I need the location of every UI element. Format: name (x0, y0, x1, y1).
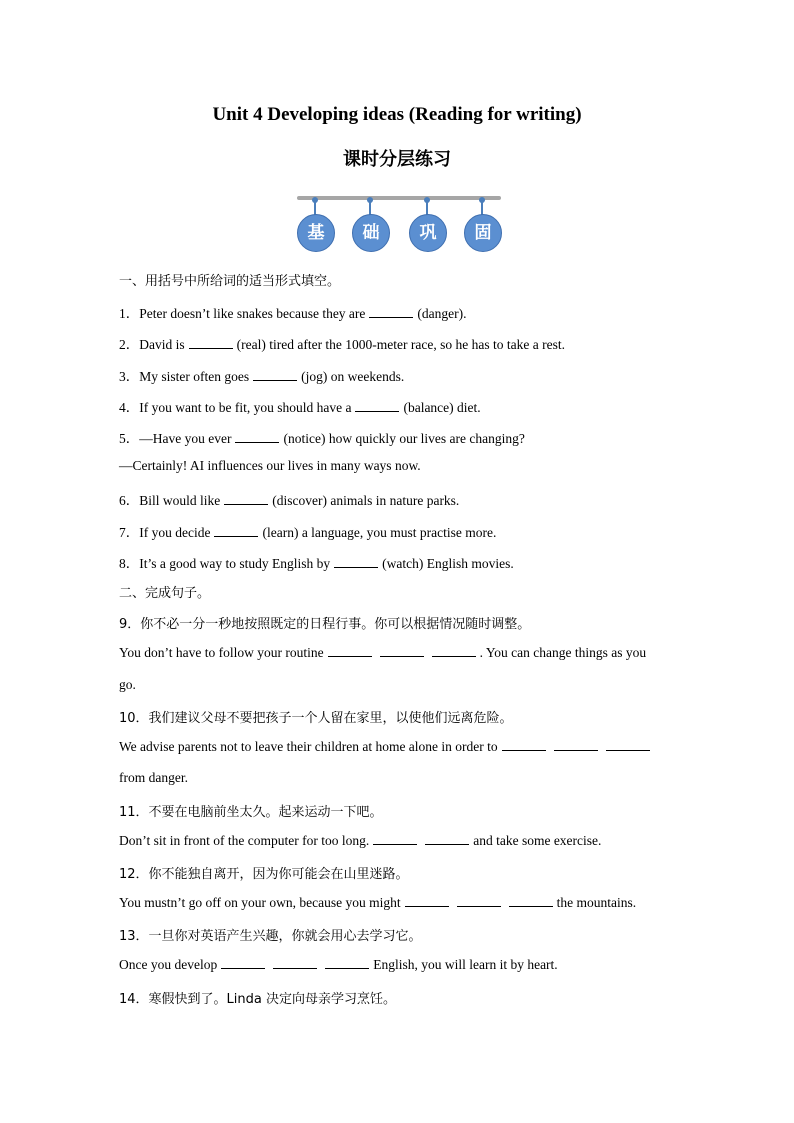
question-item: 8．It’s a good way to study English by (watch) English movies. (119, 556, 514, 571)
answer-blank[interactable] (235, 432, 279, 443)
answer-blank[interactable] (373, 834, 417, 845)
answer-blank[interactable] (355, 401, 399, 412)
section1-heading: 一、用括号中所给词的适当形式填空。 (119, 274, 341, 289)
answer-blank[interactable] (606, 740, 650, 751)
question-item: 1．Peter doesn’t like snakes because they are (danger). (119, 306, 467, 321)
answer-blank[interactable] (325, 958, 369, 969)
answer-blank[interactable] (224, 494, 268, 505)
answer-blank[interactable] (214, 526, 258, 537)
answer-blank[interactable] (221, 958, 265, 969)
banner-badge (352, 197, 390, 249)
chinese-prompt: 9．你不必一分一秒地按照既定的日程行事。你可以根据情况随时调整。 (119, 617, 531, 632)
answer-blank[interactable] (457, 896, 501, 907)
banner-label: 基 (297, 214, 335, 252)
answer-blank[interactable] (554, 740, 598, 751)
translation-line: You don’t have to follow your routine . You can change things as you (119, 645, 647, 660)
translation-line: We advise parents not to leave their children at home alone in order to (119, 739, 689, 755)
chinese-prompt: 12．你不能独自离开，因为你可能会在山里迷路。 (119, 867, 409, 882)
banner-badge (297, 197, 335, 249)
question-item: 7．If you decide (learn) a language, you must practise more. (119, 525, 497, 540)
answer-blank[interactable] (425, 834, 469, 845)
translation-line: Once you develop English, you will learn it by heart. (119, 957, 558, 972)
answer-blank[interactable] (405, 896, 449, 907)
chinese-prompt: 13．一旦你对英语产生兴趣，你就会用心去学习它。 (119, 929, 422, 944)
answer-blank[interactable] (502, 740, 546, 751)
banner-label: 巩 (409, 214, 447, 252)
question-item: 4．If you want to be fit, you should have a (balance) diet. (119, 400, 481, 415)
chinese-prompt: 11．不要在电脑前坐太久。起来运动一下吧。 (119, 805, 383, 820)
translation-continuation: from danger. (119, 770, 188, 785)
answer-blank[interactable] (369, 307, 413, 318)
answer-blank[interactable] (328, 646, 372, 657)
section-banner (297, 194, 501, 254)
chinese-prompt: 14．寒假快到了。Linda 决定向母亲学习烹饪。 (119, 992, 396, 1007)
page-title: Unit 4 Developing ideas (Reading for writing) (212, 104, 582, 125)
answer-blank[interactable] (189, 338, 233, 349)
question-reply: —Certainly! AI influences our lives in many ways now. (119, 458, 421, 473)
question-item: 3．My sister often goes (jog) on weekends. (119, 369, 405, 384)
answer-blank[interactable] (432, 646, 476, 657)
question-item: 6．Bill would like (discover) animals in nature parks. (119, 493, 460, 508)
answer-blank[interactable] (509, 896, 553, 907)
banner-badge (409, 197, 447, 249)
translation-line: Don’t sit in front of the computer for too long. and take some exercise. (119, 833, 602, 848)
answer-blank[interactable] (273, 958, 317, 969)
translation-continuation: go. (119, 677, 136, 692)
answer-blank[interactable] (253, 370, 297, 381)
page-subtitle: 课时分层练习 (343, 149, 451, 170)
answer-blank[interactable] (334, 557, 378, 568)
question-item: 5．—Have you ever (notice) how quickly our lives are changing? (119, 431, 525, 446)
question-item: 2．David is (real) tired after the 1000-meter race, so he has to take a rest. (119, 337, 565, 352)
section2-heading: 二、完成句子。 (119, 586, 211, 601)
answer-blank[interactable] (380, 646, 424, 657)
banner-label: 础 (352, 214, 390, 252)
translation-line: You mustn’t go off on your own, because you might the mountains. (119, 895, 637, 910)
banner-badge (464, 197, 502, 249)
banner-label: 固 (464, 214, 502, 252)
chinese-prompt: 10．我们建议父母不要把孩子一个人留在家里，以使他们远离危险。 (119, 711, 513, 726)
